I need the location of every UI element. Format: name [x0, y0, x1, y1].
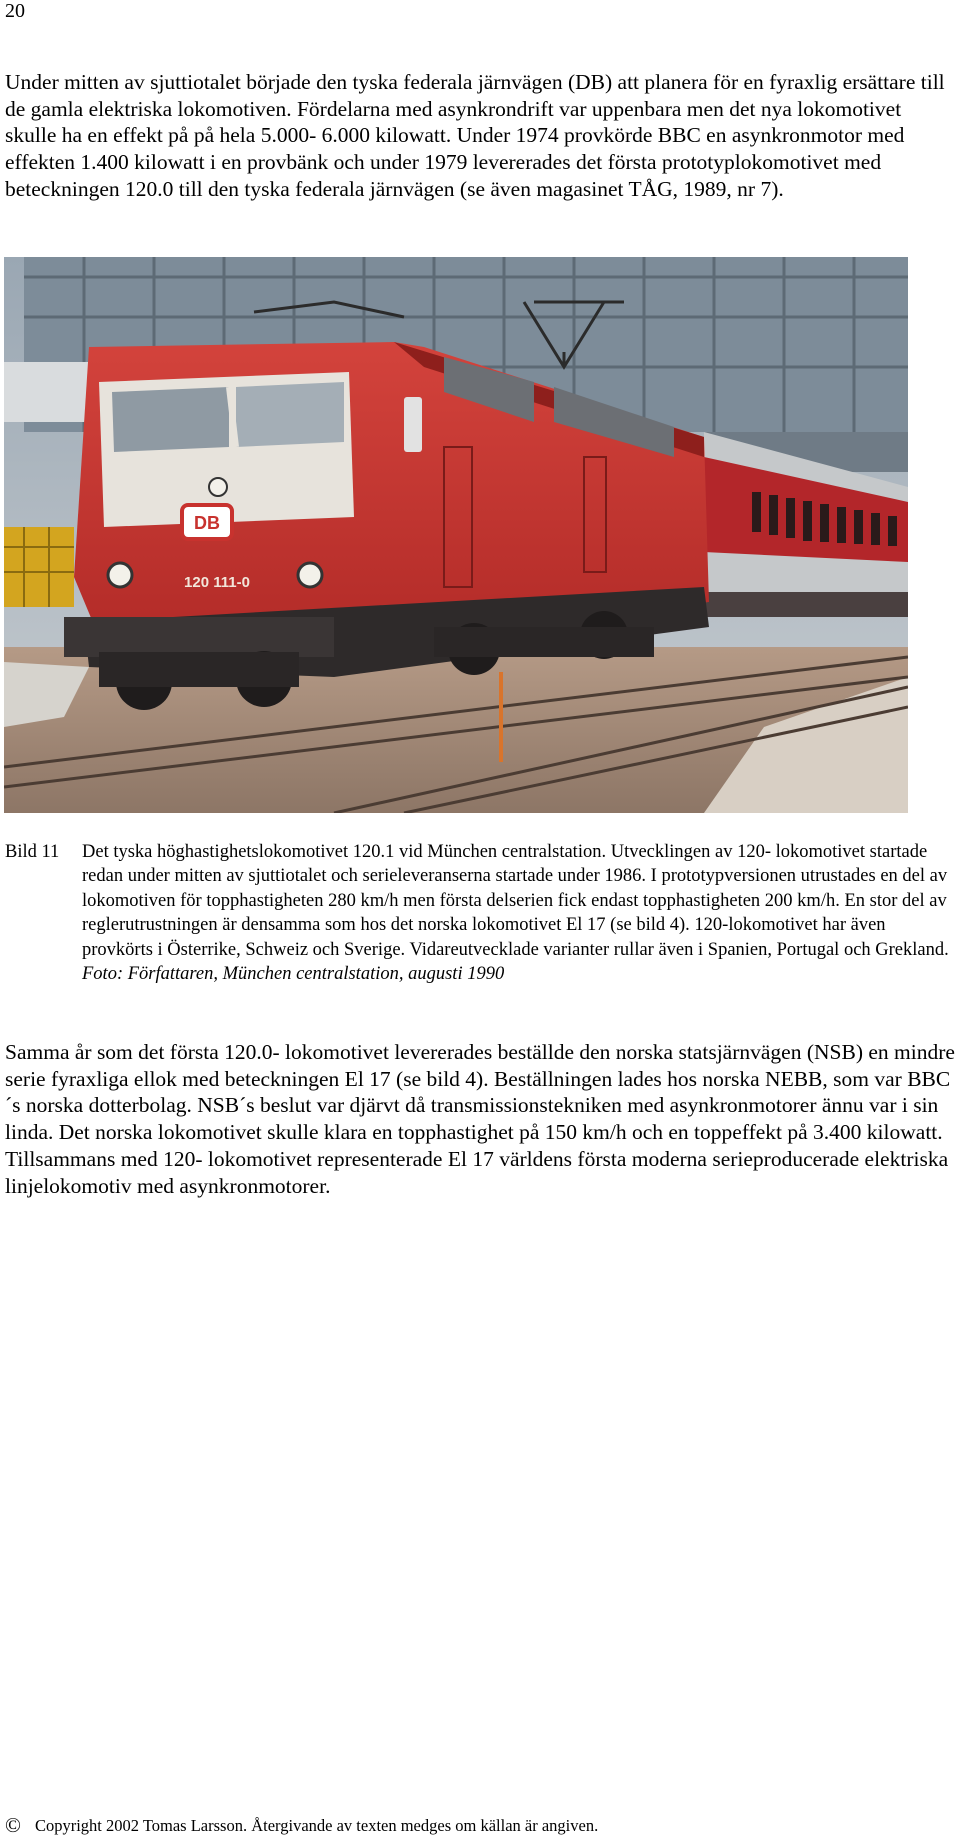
caption-label: Bild 11 [5, 842, 60, 862]
outro-paragraph: Samma år som det första 120.0- lokomotivet levererades beställde den norska statsjärnvägen (NSB) en mindre serie fyraxliga ellok med beteckningen El 17 (se bild 4). Beställningen lades hos norska NEBB, som var BBC´s norska dotterbolag. NSB´s beslut var djärvt då transmissionstekniken med asynkronmotorer ännu var i sin linda. Det norska lokomotivet skulle klara en topphastighet på 150 km/h och en toppeffekt på 3.400 kilowatt. Tillsammans med 120- lokomotivet representerade El 17 världens första moderna serieproducerade elektriska linjelokomotiv med asynkronmotorer. [5, 1040, 955, 1198]
photo-credit: Foto: Författaren, München centralstation, augusti 1990 [82, 964, 505, 985]
locomotive-photo [4, 257, 908, 813]
caption-body [82, 840, 955, 986]
locomotive-number: 120 111-0 [184, 574, 250, 591]
copyright-icon: © [5, 1813, 21, 1837]
intro-paragraph: Under mitten av sjuttiotalet började den tyska federala järnvägen (DB) att planera för en fyraxlig ersättare till de gamla elektriska lokomotiven. Fördelarna med asynkrondrift var uppenbara men det nya lokomotivet skulle ha en effekt på på hela 5.000- 6.000 kilowatt. Under 1974 provkörde BBC en asynkronmotor med effekten 1.400 kilowatt i en provbänk och under 1979 levererades det första prototyplokomotivet med beteckningen 120.0 till den tyska federala järnvägen (se även magasinet TÅG, 1989, nr 7). [5, 70, 945, 201]
db-logo: DB [194, 513, 220, 533]
caption-text: Det tyska höghastighetslokomotivet 120.1 vid München centralstation. Utvecklingen av 120- lokomotivet startade redan under mitten av sjuttiotalet och serieleveranserna startade under 1986. I prototypversionen utrustades en del av lokomotiven för topphastigheten 280 km/h men första delserien fick endast topphastigheten 200 km/h. En stor del av reglerutrustningen är densamma som hos det norska lokomotivet El 17 (se bild 4). 120-lokomotivet har även provkörts i Österrike, Schweiz och Sverige. Vidareutvecklade varianter rullar även i Spanien, Portugal och Grekland. [82, 842, 949, 960]
page-number: 20 [5, 0, 25, 22]
copyright-text: Copyright 2002 Tomas Larsson. Återgivande av texten medges om källan är angiven. [34, 1815, 599, 1835]
copyright-footer [5, 1815, 598, 1836]
